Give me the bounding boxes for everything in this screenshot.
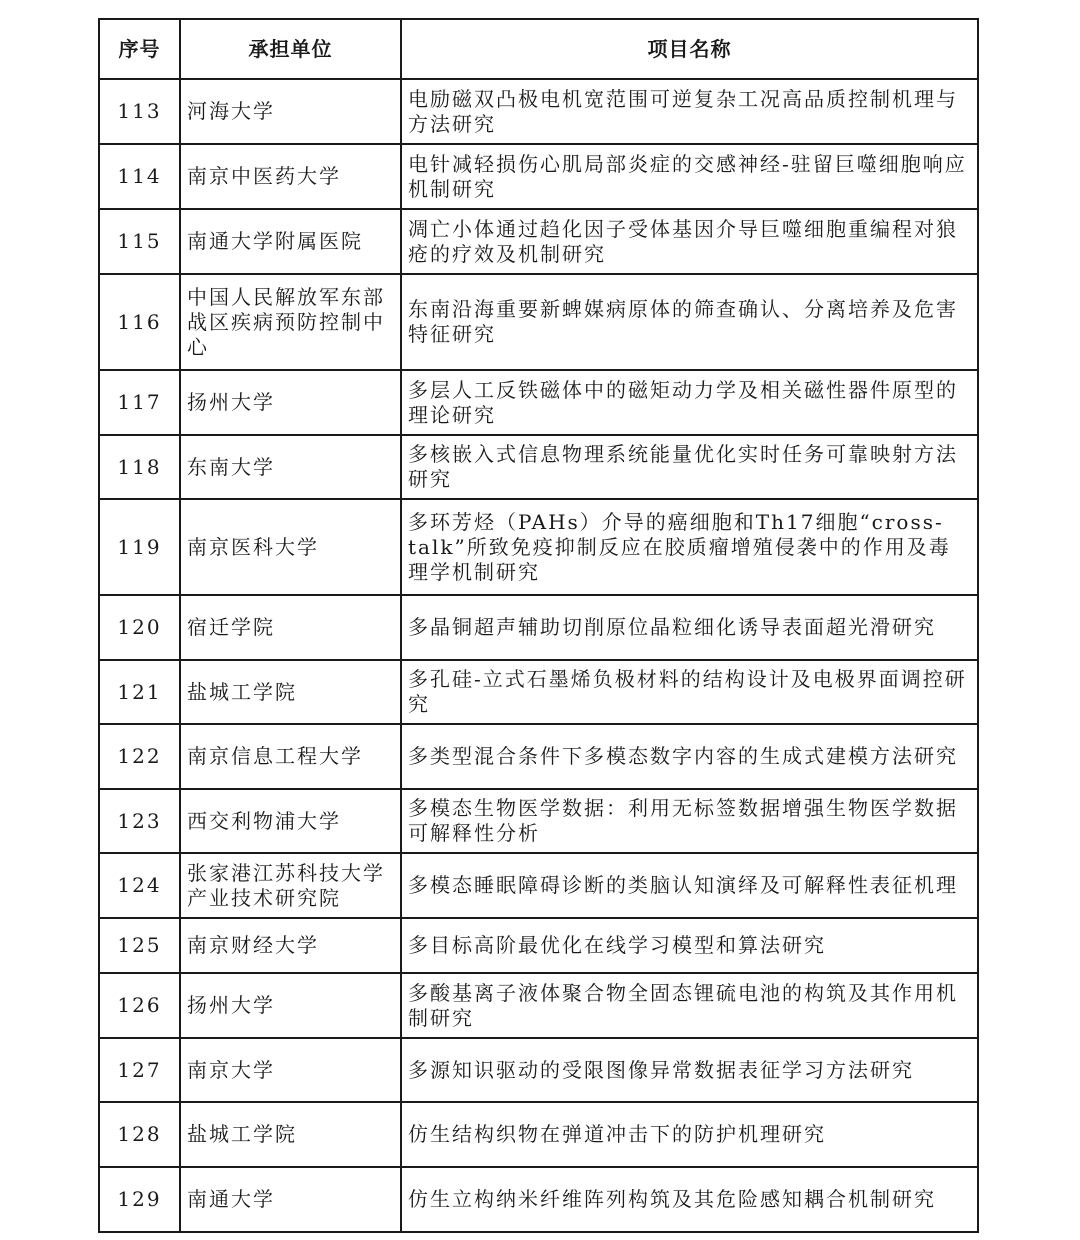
row-no: 118 xyxy=(99,435,180,499)
row-project: 多层人工反铁磁体中的磁矩动力学及相关磁性器件原型的理论研究 xyxy=(401,370,978,435)
table-row xyxy=(99,660,978,724)
table-row xyxy=(99,1167,978,1232)
row-no: 126 xyxy=(99,973,180,1038)
row-project: 东南沿海重要新蜱媒病原体的筛查确认、分离培养及危害特征研究 xyxy=(401,274,978,370)
table-row xyxy=(99,595,978,660)
row-no: 114 xyxy=(99,144,180,209)
header-project: 项目名称 xyxy=(401,19,978,79)
table-row xyxy=(99,435,978,499)
row-no: 128 xyxy=(99,1102,180,1167)
header-unit: 承担单位 xyxy=(180,19,401,79)
row-unit: 盐城工学院 xyxy=(180,1102,401,1167)
row-project: 仿生立构纳米纤维阵列构筑及其危险感知耦合机制研究 xyxy=(401,1167,978,1232)
row-no: 115 xyxy=(99,209,180,274)
row-unit: 宿迁学院 xyxy=(180,595,401,660)
row-project: 仿生结构织物在弹道冲击下的防护机理研究 xyxy=(401,1102,978,1167)
row-no: 125 xyxy=(99,918,180,973)
row-project: 电励磁双凸极电机宽范围可逆复杂工况高品质控制机理与方法研究 xyxy=(401,79,978,144)
row-project: 电针减轻损伤心肌局部炎症的交感神经-驻留巨噬细胞响应机制研究 xyxy=(401,144,978,209)
table-row xyxy=(99,789,978,853)
row-no: 117 xyxy=(99,370,180,435)
project-table xyxy=(98,18,979,1233)
row-unit: 扬州大学 xyxy=(180,370,401,435)
row-unit: 扬州大学 xyxy=(180,973,401,1038)
table-row xyxy=(99,370,978,435)
table-row xyxy=(99,79,978,144)
table-row xyxy=(99,144,978,209)
row-unit: 南京中医药大学 xyxy=(180,144,401,209)
table-row xyxy=(99,973,978,1038)
row-unit: 南通大学 xyxy=(180,1167,401,1232)
row-no: 122 xyxy=(99,724,180,789)
row-unit: 南京大学 xyxy=(180,1038,401,1102)
table-row xyxy=(99,274,978,370)
row-project: 多孔硅-立式石墨烯负极材料的结构设计及电极界面调控研究 xyxy=(401,660,978,724)
row-unit: 盐城工学院 xyxy=(180,660,401,724)
table-row xyxy=(99,499,978,595)
row-project: 凋亡小体通过趋化因子受体基因介导巨噬细胞重编程对狼疮的疗效及机制研究 xyxy=(401,209,978,274)
row-no: 120 xyxy=(99,595,180,660)
row-project: 多酸基离子液体聚合物全固态锂硫电池的构筑及其作用机制研究 xyxy=(401,973,978,1038)
row-no: 129 xyxy=(99,1167,180,1232)
row-unit: 南京信息工程大学 xyxy=(180,724,401,789)
table-row xyxy=(99,1102,978,1167)
table-row xyxy=(99,918,978,973)
row-no: 119 xyxy=(99,499,180,595)
row-unit: 东南大学 xyxy=(180,435,401,499)
row-project: 多目标高阶最优化在线学习模型和算法研究 xyxy=(401,918,978,973)
row-no: 124 xyxy=(99,853,180,918)
table-row xyxy=(99,1038,978,1102)
row-project: 多晶铜超声辅助切削原位晶粒细化诱导表面超光滑研究 xyxy=(401,595,978,660)
row-no: 113 xyxy=(99,79,180,144)
row-project: 多核嵌入式信息物理系统能量优化实时任务可靠映射方法研究 xyxy=(401,435,978,499)
row-project: 多源知识驱动的受限图像异常数据表征学习方法研究 xyxy=(401,1038,978,1102)
table-row xyxy=(99,724,978,789)
row-unit: 南京医科大学 xyxy=(180,499,401,595)
row-unit: 中国人民解放军东部战区疾病预防控制中心 xyxy=(180,274,401,370)
row-no: 116 xyxy=(99,274,180,370)
row-unit: 张家港江苏科技大学产业技术研究院 xyxy=(180,853,401,918)
row-project: 多模态睡眠障碍诊断的类脑认知演绎及可解释性表征机理 xyxy=(401,853,978,918)
row-no: 127 xyxy=(99,1038,180,1102)
row-unit: 南京财经大学 xyxy=(180,918,401,973)
row-project: 多环芳烃（PAHs）介导的癌细胞和Th17细胞“cross-talk”所致免疫抑制反应在胶质瘤增殖侵袭中的作用及毒理学机制研究 xyxy=(401,499,978,595)
row-unit: 河海大学 xyxy=(180,79,401,144)
table-row xyxy=(99,209,978,274)
row-unit: 南通大学附属医院 xyxy=(180,209,401,274)
row-unit: 西交利物浦大学 xyxy=(180,789,401,853)
row-project: 多模态生物医学数据：利用无标签数据增强生物医学数据可解释性分析 xyxy=(401,789,978,853)
row-no: 123 xyxy=(99,789,180,853)
table-header-row xyxy=(99,19,978,79)
row-project: 多类型混合条件下多模态数字内容的生成式建模方法研究 xyxy=(401,724,978,789)
row-no: 121 xyxy=(99,660,180,724)
table-row xyxy=(99,853,978,918)
header-no: 序号 xyxy=(99,19,180,79)
